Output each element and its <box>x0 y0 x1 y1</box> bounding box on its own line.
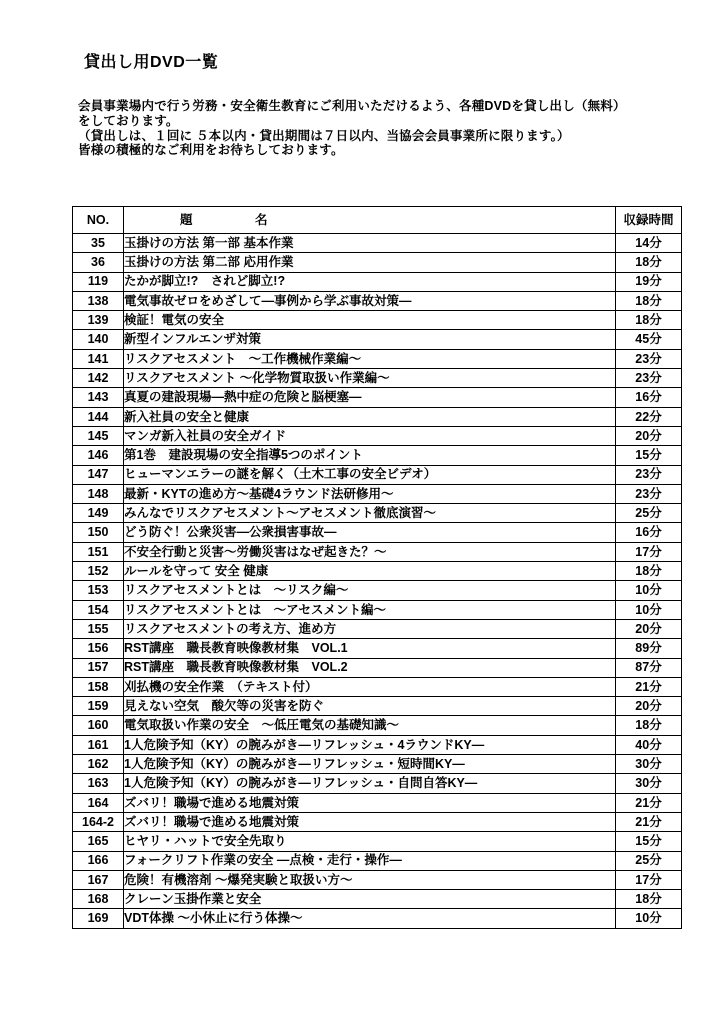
dvd-title-cell: ズバリ！職場で進める地震対策 <box>124 812 616 831</box>
table-row <box>73 426 682 445</box>
dvd-no-cell: 163 <box>73 774 124 793</box>
table-row <box>73 812 682 831</box>
dvd-duration-cell: 17分 <box>616 870 682 889</box>
dvd-duration-cell: 23分 <box>616 369 682 388</box>
dvd-no-cell: 35 <box>73 234 124 253</box>
table-row <box>73 562 682 581</box>
dvd-duration-cell: 21分 <box>616 793 682 812</box>
dvd-duration-cell: 14分 <box>616 234 682 253</box>
dvd-no-cell: 157 <box>73 658 124 677</box>
dvd-duration-cell: 20分 <box>616 426 682 445</box>
table-row <box>73 272 682 291</box>
dvd-title-cell: リスクアセスメントとは ～アセスメント編～ <box>124 600 616 619</box>
dvd-title-cell: マンガ新入社員の安全ガイド <box>124 426 616 445</box>
table-row <box>73 484 682 503</box>
dvd-no-cell: 149 <box>73 504 124 523</box>
table-row <box>73 619 682 638</box>
intro-line-4: 皆様の積極的なご利用をお待ちしております。 <box>78 143 344 158</box>
dvd-no-cell: 159 <box>73 697 124 716</box>
dvd-duration-cell: 20分 <box>616 619 682 638</box>
dvd-no-cell: 140 <box>73 330 124 349</box>
table-row <box>73 909 682 928</box>
table-row <box>73 504 682 523</box>
dvd-no-cell: 147 <box>73 465 124 484</box>
page-title: 貸出し用DVD一覧 <box>84 54 219 71</box>
dvd-title-cell: リスクアセスメントの考え方、進め方 <box>124 619 616 638</box>
col-header-duration: 収録時間 <box>616 207 682 234</box>
dvd-no-cell: 165 <box>73 832 124 851</box>
dvd-title-cell: ヒューマンエラーの謎を解く（土木工事の安全ビデオ） <box>124 465 616 484</box>
dvd-duration-cell: 17分 <box>616 542 682 561</box>
dvd-no-cell: 153 <box>73 581 124 600</box>
table-row <box>73 388 682 407</box>
table-row <box>73 234 682 253</box>
dvd-title-cell: クレーン玉掛作業と安全 <box>124 890 616 909</box>
dvd-title-cell: 検証！電気の安全 <box>124 311 616 330</box>
table-row <box>73 446 682 465</box>
dvd-title-cell: 玉掛けの方法 第一部 基本作業 <box>124 234 616 253</box>
table-row <box>73 253 682 272</box>
dvd-duration-cell: 18分 <box>616 291 682 310</box>
dvd-title-cell: どう防ぐ！公衆災害―公衆損害事故― <box>124 523 616 542</box>
dvd-duration-cell: 18分 <box>616 253 682 272</box>
dvd-no-cell: 156 <box>73 639 124 658</box>
table-row <box>73 658 682 677</box>
intro-line-3: （貸出しは、１回に ５本以内・貸出期間は７日以内、当協会会員事業所に限ります。） <box>78 128 570 143</box>
dvd-table-body <box>73 234 682 929</box>
dvd-title-cell: ズバリ！職場で進める地震対策 <box>124 793 616 812</box>
dvd-no-cell: 166 <box>73 851 124 870</box>
dvd-no-cell: 168 <box>73 890 124 909</box>
dvd-no-cell: 152 <box>73 562 124 581</box>
dvd-title-cell: 危険！有機溶剤 ～爆発実験と取扱い方～ <box>124 870 616 889</box>
dvd-no-cell: 164 <box>73 793 124 812</box>
dvd-title-cell: 見えない空気 酸欠等の災害を防ぐ <box>124 697 616 716</box>
dvd-duration-cell: 20分 <box>616 697 682 716</box>
col-header-title: 題 名 <box>124 207 616 234</box>
dvd-title-cell: ルールを守って 安全 健康 <box>124 562 616 581</box>
table-row <box>73 870 682 889</box>
dvd-no-cell: 148 <box>73 484 124 503</box>
table-row <box>73 349 682 368</box>
dvd-no-cell: 142 <box>73 369 124 388</box>
table-row <box>73 639 682 658</box>
table-row <box>73 697 682 716</box>
dvd-duration-cell: 23分 <box>616 484 682 503</box>
table-row <box>73 465 682 484</box>
dvd-title-cell: 刈払機の安全作業 （テキスト付） <box>124 677 616 696</box>
col-header-no: NO. <box>73 207 124 234</box>
table-row <box>73 890 682 909</box>
dvd-title-cell: 1人危険予知（KY）の腕みがき―リフレッシュ・4ラウンドKY― <box>124 735 616 754</box>
table-row <box>73 832 682 851</box>
dvd-no-cell: 169 <box>73 909 124 928</box>
dvd-duration-cell: 15分 <box>616 446 682 465</box>
table-row <box>73 407 682 426</box>
dvd-duration-cell: 45分 <box>616 330 682 349</box>
dvd-duration-cell: 21分 <box>616 812 682 831</box>
table-row <box>73 600 682 619</box>
dvd-duration-cell: 19分 <box>616 272 682 291</box>
dvd-no-cell: 164-2 <box>73 812 124 831</box>
dvd-table <box>72 206 682 929</box>
dvd-duration-cell: 10分 <box>616 909 682 928</box>
table-row <box>73 291 682 310</box>
table-row <box>73 735 682 754</box>
table-row <box>73 311 682 330</box>
dvd-duration-cell: 23分 <box>616 349 682 368</box>
dvd-title-cell: RST講座 職長教育映像教材集 VOL.1 <box>124 639 616 658</box>
dvd-duration-cell: 22分 <box>616 407 682 426</box>
dvd-duration-cell: 87分 <box>616 658 682 677</box>
dvd-no-cell: 151 <box>73 542 124 561</box>
dvd-title-cell: 1人危険予知（KY）の腕みがき―リフレッシュ・短時間KY― <box>124 755 616 774</box>
dvd-title-cell: 電気事故ゼロをめざして―事例から学ぶ事故対策― <box>124 291 616 310</box>
dvd-title-cell: リスクアセスメントとは ～リスク編～ <box>124 581 616 600</box>
dvd-no-cell: 154 <box>73 600 124 619</box>
dvd-no-cell: 162 <box>73 755 124 774</box>
dvd-no-cell: 155 <box>73 619 124 638</box>
dvd-duration-cell: 30分 <box>616 755 682 774</box>
dvd-title-cell: 最新・KYTの進め方～基礎4ラウンド法研修用～ <box>124 484 616 503</box>
dvd-duration-cell: 15分 <box>616 832 682 851</box>
table-row <box>73 330 682 349</box>
dvd-no-cell: 167 <box>73 870 124 889</box>
dvd-duration-cell: 89分 <box>616 639 682 658</box>
intro-line-2: をしております。 <box>78 113 179 128</box>
dvd-duration-cell: 25分 <box>616 851 682 870</box>
dvd-duration-cell: 30分 <box>616 774 682 793</box>
table-row <box>73 542 682 561</box>
table-header-row <box>73 207 682 234</box>
dvd-no-cell: 150 <box>73 523 124 542</box>
dvd-title-cell: みんなでリスクアセスメント～アセスメント徹底演習～ <box>124 504 616 523</box>
dvd-title-cell: 真夏の建設現場―熱中症の危険と脳梗塞― <box>124 388 616 407</box>
dvd-title-cell: 玉掛けの方法 第二部 応用作業 <box>124 253 616 272</box>
dvd-title-cell: 不安全行動と災害～労働災害はなぜ起きた？～ <box>124 542 616 561</box>
dvd-duration-cell: 18分 <box>616 716 682 735</box>
dvd-title-cell: 1人危険予知（KY）の腕みがき―リフレッシュ・自問自答KY― <box>124 774 616 793</box>
dvd-title-cell: 第1巻 建設現場の安全指導5つのポイント <box>124 446 616 465</box>
dvd-duration-cell: 18分 <box>616 311 682 330</box>
table-row <box>73 793 682 812</box>
dvd-duration-cell: 18分 <box>616 562 682 581</box>
dvd-title-cell: 電気取扱い作業の安全 ～低圧電気の基礎知識～ <box>124 716 616 735</box>
dvd-duration-cell: 16分 <box>616 523 682 542</box>
dvd-no-cell: 161 <box>73 735 124 754</box>
table-row <box>73 677 682 696</box>
dvd-title-cell: リスクアセスメント ～工作機械作業編～ <box>124 349 616 368</box>
dvd-no-cell: 160 <box>73 716 124 735</box>
dvd-duration-cell: 40分 <box>616 735 682 754</box>
intro-line-1: 会員事業場内で行う労務・安全衛生教育にご利用いただけるよう、各種DVDを貸し出し（無料） <box>78 99 626 113</box>
table-row <box>73 716 682 735</box>
dvd-no-cell: 143 <box>73 388 124 407</box>
dvd-title-cell: ヒヤリ・ハットで安全先取り <box>124 832 616 851</box>
dvd-no-cell: 145 <box>73 426 124 445</box>
intro-paragraph <box>78 99 626 158</box>
dvd-duration-cell: 16分 <box>616 388 682 407</box>
dvd-title-cell: フォークリフト作業の安全 ―点検・走行・操作― <box>124 851 616 870</box>
dvd-duration-cell: 10分 <box>616 600 682 619</box>
dvd-no-cell: 144 <box>73 407 124 426</box>
dvd-title-cell: たかが脚立!? されど脚立!? <box>124 272 616 291</box>
dvd-duration-cell: 18分 <box>616 890 682 909</box>
table-row <box>73 581 682 600</box>
dvd-no-cell: 36 <box>73 253 124 272</box>
table-row <box>73 369 682 388</box>
table-row <box>73 523 682 542</box>
dvd-no-cell: 141 <box>73 349 124 368</box>
dvd-duration-cell: 10分 <box>616 581 682 600</box>
dvd-no-cell: 146 <box>73 446 124 465</box>
dvd-duration-cell: 21分 <box>616 677 682 696</box>
table-row <box>73 851 682 870</box>
dvd-duration-cell: 23分 <box>616 465 682 484</box>
dvd-duration-cell: 25分 <box>616 504 682 523</box>
dvd-no-cell: 158 <box>73 677 124 696</box>
dvd-title-cell: RST講座 職長教育映像教材集 VOL.2 <box>124 658 616 677</box>
dvd-title-cell: 新入社員の安全と健康 <box>124 407 616 426</box>
table-row <box>73 755 682 774</box>
dvd-no-cell: 139 <box>73 311 124 330</box>
dvd-no-cell: 138 <box>73 291 124 310</box>
dvd-title-cell: VDT体操 ～小休止に行う体操～ <box>124 909 616 928</box>
dvd-no-cell: 119 <box>73 272 124 291</box>
dvd-title-cell: リスクアセスメント ～化学物質取扱い作業編～ <box>124 369 616 388</box>
table-row <box>73 774 682 793</box>
dvd-title-cell: 新型インフルエンザ対策 <box>124 330 616 349</box>
